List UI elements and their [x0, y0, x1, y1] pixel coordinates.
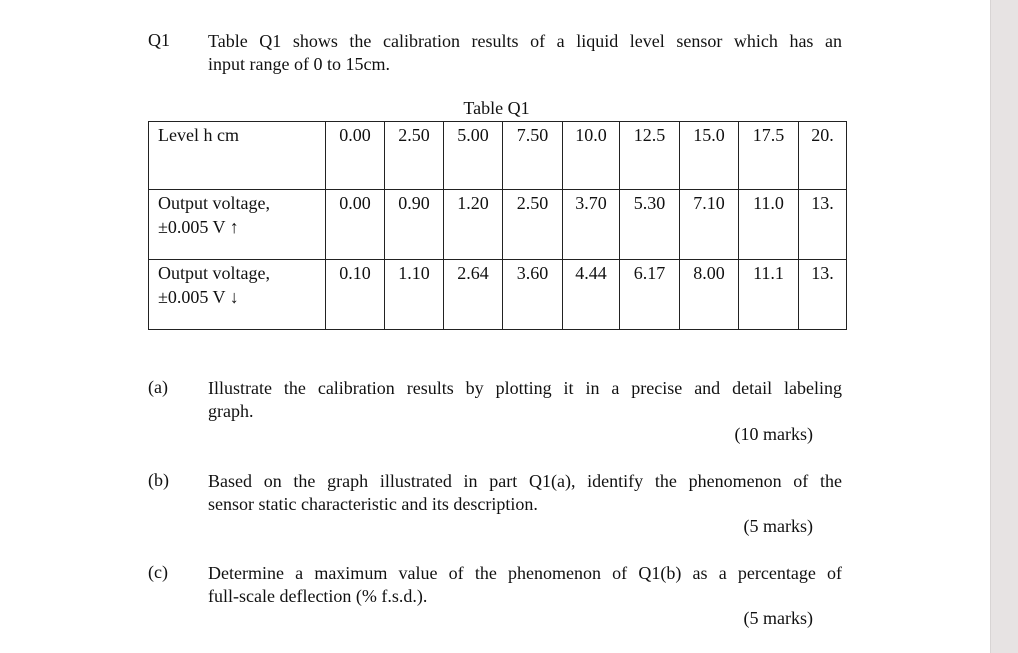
- part-b-marks: (5 marks): [743, 516, 813, 536]
- question-intro-line2: input range of 0 to 15cm.: [208, 54, 390, 74]
- table-cell: 5.30: [620, 190, 680, 260]
- part-a-line2: graph.: [208, 401, 254, 421]
- row-header-line: Output voltage,: [158, 263, 270, 283]
- part-c-marks: (5 marks): [743, 608, 813, 628]
- table-cell: 7.50: [503, 122, 563, 190]
- question-number: Q1: [148, 30, 170, 50]
- table-cell: 2.50: [385, 122, 444, 190]
- row-header-voltage-up: [149, 190, 326, 260]
- table-cell: 0.90: [385, 190, 444, 260]
- part-c-line2: full-scale deflection (% f.s.d.).: [208, 586, 428, 606]
- table-cell: 5.00: [444, 122, 503, 190]
- part-a-marks: (10 marks): [734, 424, 813, 444]
- part-a-label: (a): [148, 377, 168, 397]
- table-row: [149, 260, 847, 330]
- table-cell: 0.10: [326, 260, 385, 330]
- row-header-line: Level h cm: [158, 125, 239, 145]
- table-caption: Table Q1: [463, 98, 530, 118]
- vertical-scrollbar[interactable]: [990, 0, 1018, 653]
- table-cell: 2.64: [444, 260, 503, 330]
- table-cell: 0.00: [326, 122, 385, 190]
- row-header-line: Output voltage,: [158, 193, 270, 213]
- table-cell: 6.17: [620, 260, 680, 330]
- table-cell: 2.50: [503, 190, 563, 260]
- question-intro: [208, 30, 842, 76]
- part-b-label: (b): [148, 470, 169, 490]
- calibration-table: [148, 121, 847, 330]
- table-cell: 13.: [799, 260, 847, 330]
- part-c-label: (c): [148, 562, 168, 582]
- table-cell: 15.0: [680, 122, 739, 190]
- table-cell: 3.70: [563, 190, 620, 260]
- row-header-line: ±0.005 V ↓: [158, 287, 239, 307]
- question-intro-line1: Table Q1 shows the calibration results of a liquid level sensor which has an: [208, 31, 842, 51]
- table-cell: 20.: [799, 122, 847, 190]
- table-cell: 1.20: [444, 190, 503, 260]
- table-cell: 10.0: [563, 122, 620, 190]
- table-row: [149, 122, 847, 190]
- part-a-text: [208, 377, 842, 423]
- table-cell: 11.1: [739, 260, 799, 330]
- table-cell: 3.60: [503, 260, 563, 330]
- part-b-line1: Based on the graph illustrated in part Q1(a), identify the phenomenon of the: [208, 471, 842, 491]
- table-cell: 17.5: [739, 122, 799, 190]
- row-header-level: [149, 122, 326, 190]
- part-c-line1: Determine a maximum value of the phenomenon of Q1(b) as a percentage of: [208, 563, 842, 583]
- table-cell: 0.00: [326, 190, 385, 260]
- table-cell: 8.00: [680, 260, 739, 330]
- table-cell: 7.10: [680, 190, 739, 260]
- table-cell: 13.: [799, 190, 847, 260]
- part-b-line2: sensor static characteristic and its description.: [208, 494, 538, 514]
- part-a-line1: Illustrate the calibration results by plotting it in a precise and detail labeling: [208, 378, 842, 398]
- table-cell: 4.44: [563, 260, 620, 330]
- part-b-text: [208, 470, 842, 516]
- table-cell: 12.5: [620, 122, 680, 190]
- row-header-line: ±0.005 V ↑: [158, 217, 239, 237]
- table-cell: 1.10: [385, 260, 444, 330]
- row-header-voltage-down: [149, 260, 326, 330]
- table-row: [149, 190, 847, 260]
- table-cell: 11.0: [739, 190, 799, 260]
- part-c-text: [208, 562, 842, 608]
